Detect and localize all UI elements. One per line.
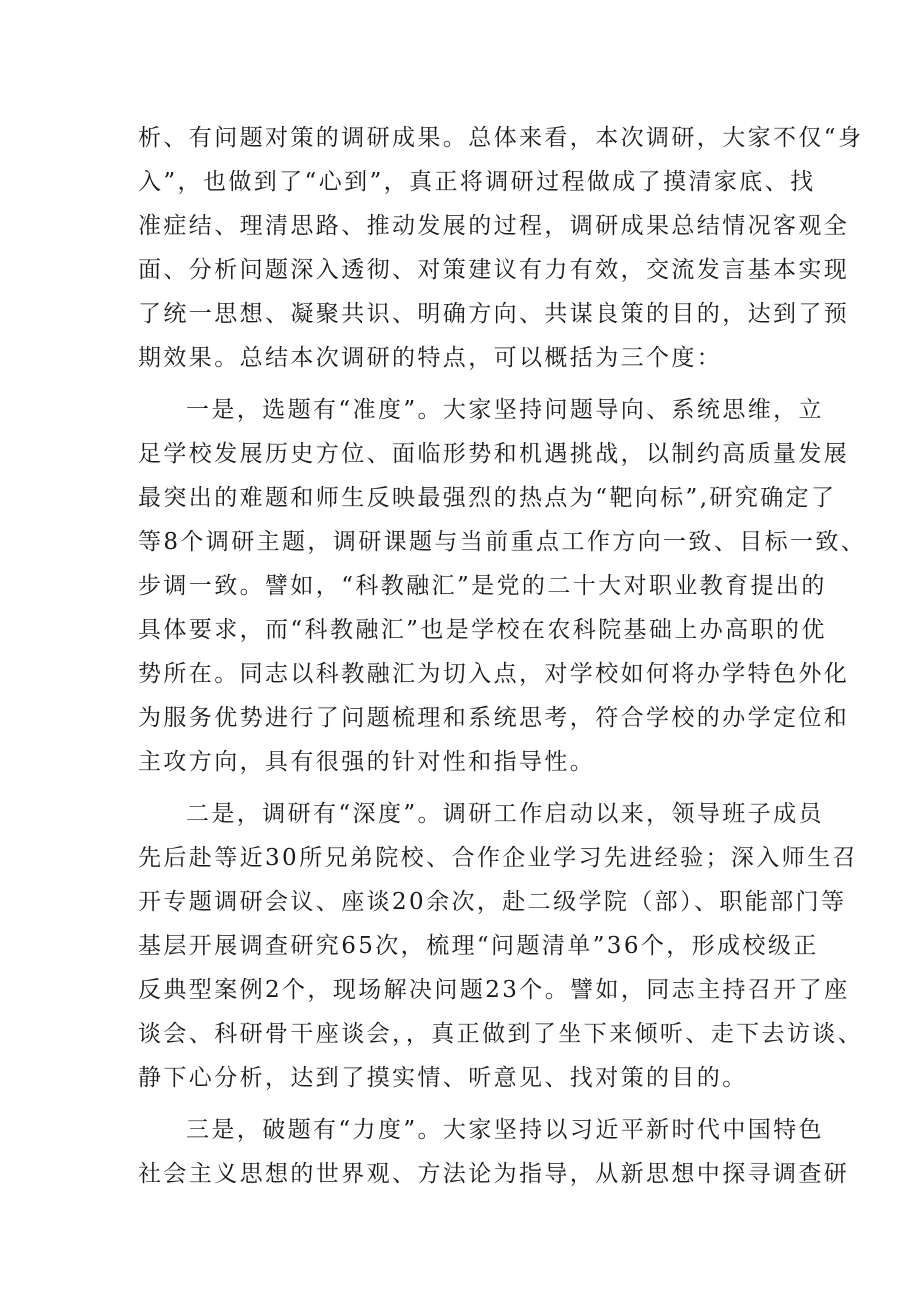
text-line: 了统一思想、凝聚共识、明确方向、共谋良策的目的，达到了预 (138, 301, 850, 327)
text-line: 步调一致。譬如，“科教融汇”是党的二十大对职业教育提出的 (138, 573, 827, 599)
text-line: 等8个调研主题，调研课题与当前重点工作方向一致、目标一致、 (138, 529, 867, 555)
document-body (138, 116, 867, 1196)
text-line: 静下心分析，达到了摸实情、听意见、找对策的目的。 (138, 1065, 748, 1091)
text-line: 主攻方向，具有很强的针对性和指导性。 (138, 749, 596, 775)
text-line: 具体要求，而“科教融汇”也是学校在农科院基础上办高职的优 (138, 617, 827, 643)
text-line: 二是，调研有“深度”。调研工作启动以来，领导班子成员 (186, 801, 824, 827)
text-line: 为服务优势进行了问题梳理和系统思考，符合学校的办学定位和 (138, 705, 850, 731)
text-line: 基层开展调查研究65次，梳理“问题清单”36个，形成校级正 (138, 933, 819, 959)
text-line: 势所在。同志以科教融汇为切入点，对学校如何将办学特色外化 (138, 661, 850, 687)
text-line: 开专题调研会议、座谈20余次，赴二级学院（部）、职能部门等 (138, 889, 847, 915)
text-line: 入”，也做到了“心到”，真正将调研过程做成了摸清家底、找 (138, 169, 816, 195)
text-line: 三是，破题有“力度”。大家坚持以习近平新时代中国特色 (186, 1117, 824, 1143)
text-line: 先后赴等近30所兄弟院校、合作企业学习先进经验；深入师生召 (138, 845, 858, 871)
text-line: 面、分析问题深入透彻、对策建议有力有效，交流发言基本实现 (138, 257, 850, 283)
text-line: 一是，选题有“准度”。大家坚持问题导向、系统思维，立 (186, 397, 824, 423)
text-line: 谈会、科研骨干座谈会，，真正做到了坐下来倾听、走下去访谈、 (138, 1021, 864, 1047)
text-line: 最突出的难题和师生反映最强烈的热点为“靶向标”,研究确定了 (138, 485, 837, 511)
text-line: 社会主义思想的世界观、方法论为指导，从新思想中探寻调查研 (138, 1161, 850, 1187)
text-line: 反典型案例2个，现场解决问题23个。譬如，同志主持召开了座 (138, 977, 850, 1003)
paragraph-intro (138, 116, 864, 380)
text-line: 期效果。总结本次调研的特点，可以概括为三个度： (138, 345, 723, 371)
text-line: 析、有问题对策的调研成果。总体来看，本次调研，大家不仅“身 (138, 125, 864, 151)
text-line: 足学校发展历史方位、面临形势和机遇挑战，以制约高质量发展 (138, 441, 850, 467)
paragraph-one (138, 388, 867, 784)
paragraph-two (138, 792, 864, 1100)
text-line: 准症结、理清思路、推动发展的过程，调研成果总结情况客观全 (138, 213, 850, 239)
paragraph-three (138, 1108, 850, 1196)
